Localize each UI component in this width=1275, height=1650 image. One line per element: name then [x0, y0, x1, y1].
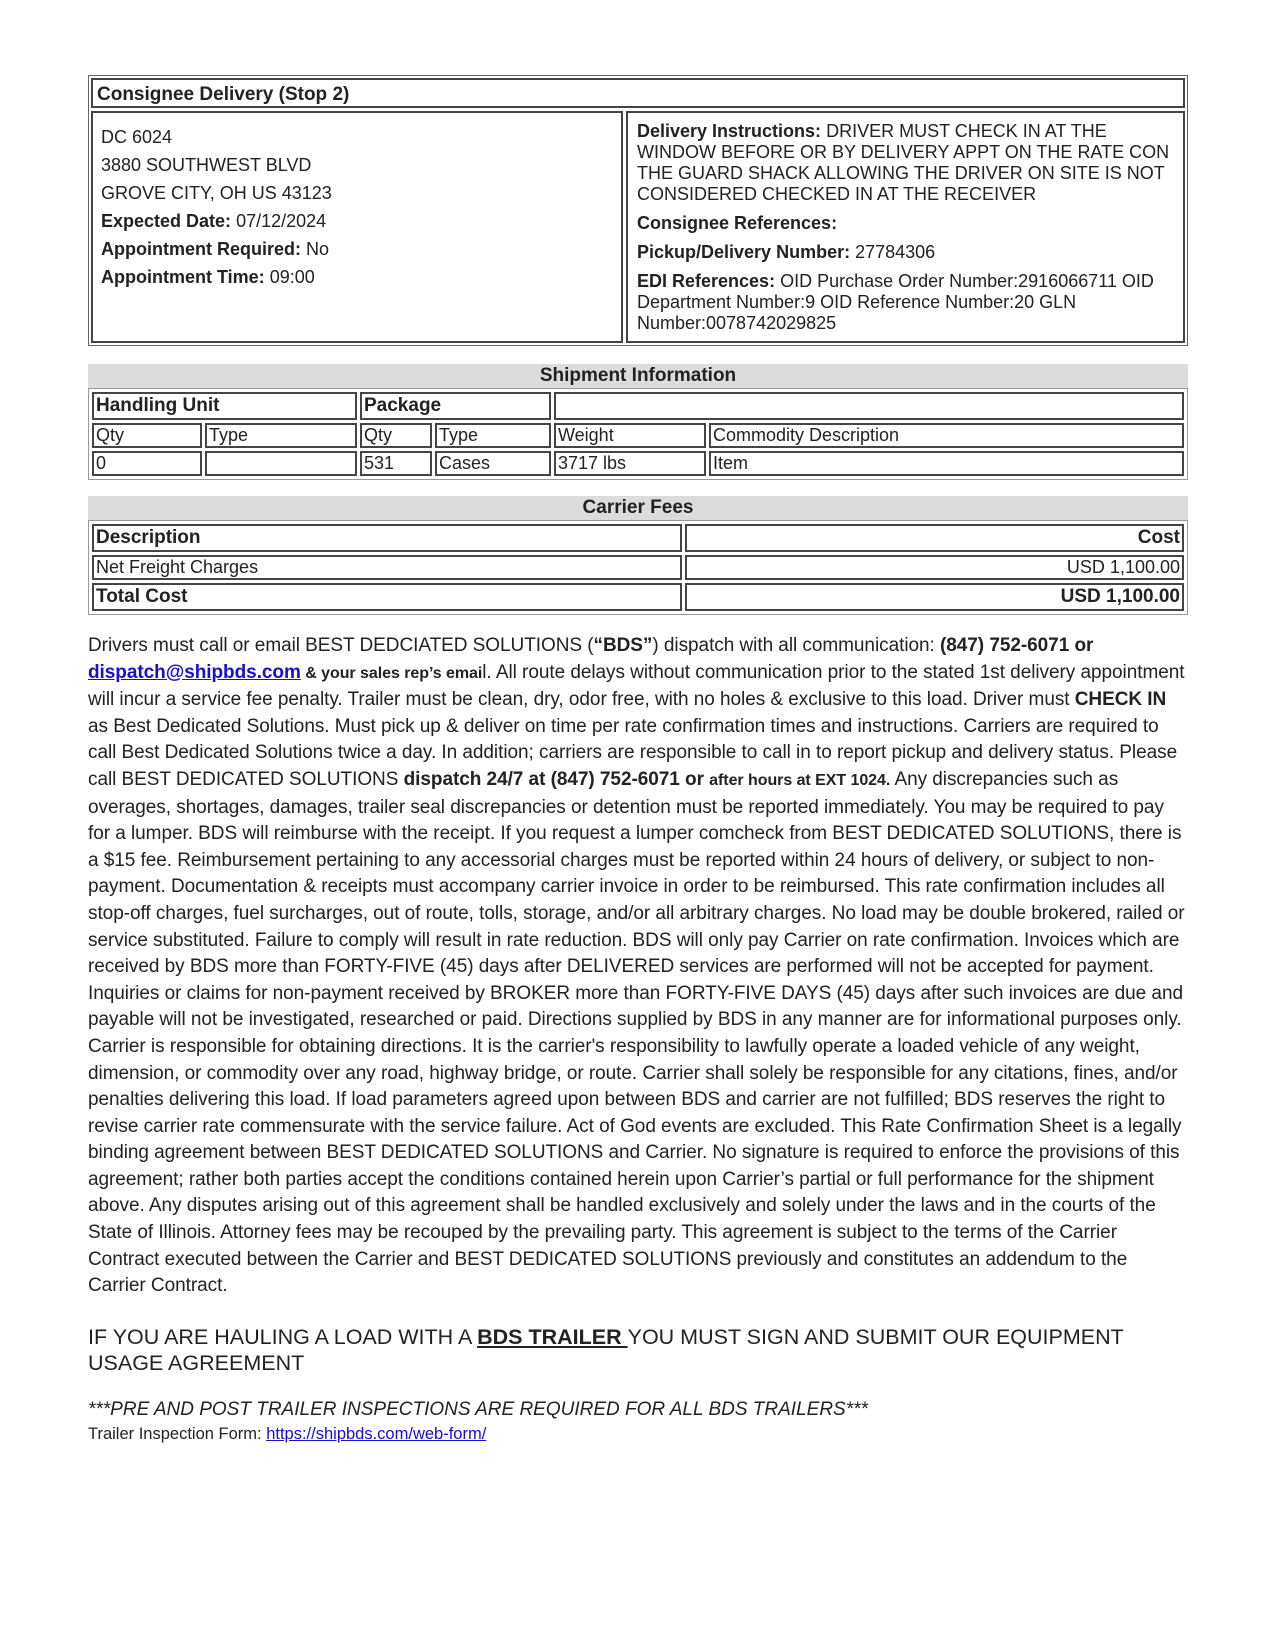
column-header: Type: [205, 423, 357, 448]
column-header: Weight: [554, 423, 706, 448]
fee-description: Net Freight Charges: [92, 555, 682, 580]
bds-trailer-text: BDS TRAILER: [477, 1324, 628, 1349]
dispatch-phone: (847) 752-6071 or: [939, 635, 1094, 656]
bds-trailer-notice: [88, 1324, 1188, 1376]
consignee-section: [88, 75, 1188, 346]
shipment-group-header-row: [92, 392, 1184, 420]
blank-header: [554, 392, 1184, 420]
terms-paragraph: [88, 633, 1186, 1300]
carrier-fees-table: [89, 521, 1187, 614]
dispatch-email-link[interactable]: dispatch@shipbds.com: [88, 661, 301, 683]
after-hours-text: after hours at EXT 1024.: [709, 771, 891, 789]
check-in-text: CHECK IN: [1074, 689, 1167, 711]
handling-unit-header: Handling Unit: [92, 392, 357, 420]
consignee-title: Consignee Delivery (Stop 2): [91, 78, 1185, 108]
terms-text: Drivers must call or email BEST DEDCIATED SOLUTIONS (: [88, 635, 594, 656]
appointment-time-label: Appointment Time:: [101, 267, 265, 287]
expected-date-value: 07/12/2024: [236, 211, 327, 231]
appointment-required-label: Appointment Required:: [101, 239, 301, 259]
expected-date-label: Expected Date:: [101, 211, 232, 231]
total-cost-value: USD 1,100.00: [685, 583, 1184, 611]
fee-cost: USD 1,100.00: [685, 555, 1184, 580]
package-header: Package: [360, 392, 551, 420]
consignee-city: GROVE CITY, OH US 43123: [101, 183, 332, 203]
carrier-fees-section: [88, 496, 1188, 615]
consignee-references-label: Consignee References:: [637, 213, 838, 233]
dispatch-hours-text: dispatch 24/7 at (847) 752-6071 or: [403, 768, 710, 790]
pickup-delivery-number: [637, 242, 1174, 263]
shipment-table: [89, 389, 1187, 479]
total-cost-label: Total Cost: [92, 583, 682, 611]
pickup-delivery-number-value: 27784306: [855, 242, 936, 262]
inspection-form-link[interactable]: https://shipbds.com/web-form/: [266, 1424, 487, 1443]
appointment-time: [101, 263, 613, 291]
expected-date: [101, 207, 613, 235]
table-cell: 531: [360, 451, 432, 476]
pickup-delivery-number-label: Pickup/Delivery Number:: [637, 242, 851, 262]
appointment-required-value: No: [306, 239, 330, 259]
edi-references: [637, 271, 1174, 334]
trailer-inspection-form-line: [88, 1425, 1188, 1444]
table-row: [92, 555, 1184, 580]
sales-rep-email-text: & your sales rep’s emai: [300, 664, 483, 682]
trailer-notice-text: YOU MUST SIGN AND SUBMIT OUR EQUIPMENT USAGE AGREEMENT: [88, 1324, 1124, 1375]
column-header: Qty: [92, 423, 202, 448]
inspection-requirement: ***PRE AND POST TRAILER INSPECTIONS ARE REQUIRED FOR ALL BDS TRAILERS***: [88, 1398, 868, 1420]
trailer-notice-text: IF YOU ARE HAULING A LOAD WITH A: [88, 1324, 478, 1349]
table-cell: Cases: [435, 451, 551, 476]
appointment-required: [101, 235, 613, 263]
delivery-instructions-text: DRIVER MUST CHECK IN AT THE WINDOW BEFORE OR BY DELIVERY APPT ON THE RATE CON THE GUARD SHACK ALLOWING THE DRIVER ON SITE IS NOT CONSIDERED CHECKED IN AT THE RECEIVER: [637, 121, 1170, 204]
delivery-instructions: [637, 121, 1174, 205]
rate-confirmation-page: [88, 75, 1188, 1444]
appointment-time-value: 09:00: [269, 267, 315, 287]
terms-text: as Best Dedicated Solutions. Must pick up & deliver on time per rate confirmation times and instructions. Carriers are required to call Best Dedicated Solutions twice a day. In addition; carriers are responsible to call in to report pickup and delivery status. Please call BEST DEDICATED SOLUTIONS: [88, 715, 1178, 790]
terms-text: ) dispatch with all communication:: [652, 635, 940, 656]
carrier-fees-title: Carrier Fees: [88, 496, 1188, 520]
terms-text: l. All route delays without communication prior to the stated 1st delivery appointment will incur a service fee penalty. Trailer must be clean, dry, odor free, with no holes & exclusive to this load. Driver must: [88, 661, 1185, 711]
table-row: [92, 451, 1184, 476]
shipment-section: [88, 364, 1188, 480]
edi-references-label: EDI References:: [637, 271, 776, 291]
shipment-title: Shipment Information: [88, 364, 1188, 388]
consignee-name: DC 6024: [101, 127, 173, 147]
shipment-column-header-row: [92, 423, 1184, 448]
table-cell: Item: [709, 451, 1184, 476]
table-cell: 3717 lbs: [554, 451, 706, 476]
terms-text: Any discrepancies such as overages, shortages, damages, trailer seal discrepancies or detention must be reported immediately. You may be required to pay for a lumper. BDS will reimburse with the receipt. If you request a lumper comcheck from BEST DEDICATED SOLUTIONS, there is a $15 fee. Reimbursement pertaining to any accessorial charges must be reported within 24 hours of delivery, or subject to non-payment. Documentation & receipts must accompany carrier invoice in order to be reimbursed. This rate confirmation includes all stop-off charges, fuel surcharges, out of route, tolls, storage, and/or all arbitrary charges. No load may be double brokered, railed or service substituted. Failure to comply will result in rate reduction. BDS will only pay Carrier on rate confirmation. Invoices which are received by BDS more than FORTY-FIVE (45) days after DELIVERED services are performed will not be accepted for payment. Inquiries or claims for non-payment received by BROKER more than FORTY-FIVE DAYS (45) days after such invoices are due and payable will not be investigated, researched or paid. Directions supplied by BDS in any manner are for informational purposes only. Carrier is responsible for obtaining directions. It is the carrier's responsibility to lawfully operate a loaded vehicle of any weight, dimension, or commodity over any road, highway bridge, or route. Carrier shall solely be responsible for any citations, fines, and/or penalties delivering this load. If load parameters agreed upon between BDS and carrier are not fulfilled; BDS reserves the right to revise carrier rate commensurate with the service failure. Act of God events are excluded. This Rate Confirmation Sheet is a legally binding agreement between BEST DEDICATED SOLUTIONS and Carrier. No signature is required to enforce the provisions of this agreement; rather both parties accept the conditions contained herein upon Carrier’s partial or full performance for the shipment above. Any disputes arising out of this agreement shall be handled exclusively and solely under the laws and in the courts of the State of Illinois. Attorney fees may be recouped by the prevailing party. This agreement is subject to the terms of the Carrier Contract executed between the Carrier and BEST DEDICATED SOLUTIONS previously and constitutes an addendum to the Carrier Contract.: [88, 768, 1185, 1297]
consignee-address: 3880 SOUTHWEST BLVD: [101, 155, 312, 175]
bds-abbrev: “BDS”: [593, 635, 653, 656]
column-header: Commodity Description: [709, 423, 1184, 448]
total-row: [92, 583, 1184, 611]
consignee-instructions-box: [626, 111, 1185, 343]
description-header: Description: [92, 524, 682, 552]
cost-header: Cost: [685, 524, 1184, 552]
consignee-address-box: [91, 111, 623, 343]
table-cell: 0: [92, 451, 202, 476]
column-header: Qty: [360, 423, 432, 448]
inspection-form-label: Trailer Inspection Form:: [88, 1424, 267, 1443]
delivery-instructions-label: Delivery Instructions:: [637, 121, 822, 141]
table-cell: [205, 451, 357, 476]
column-header: Type: [435, 423, 551, 448]
edi-references-value: OID Purchase Order Number:2916066711 OID Department Number:9 OID Reference Number:20 GLN Number:0078742029825: [637, 271, 1154, 333]
fees-header-row: [92, 524, 1184, 552]
